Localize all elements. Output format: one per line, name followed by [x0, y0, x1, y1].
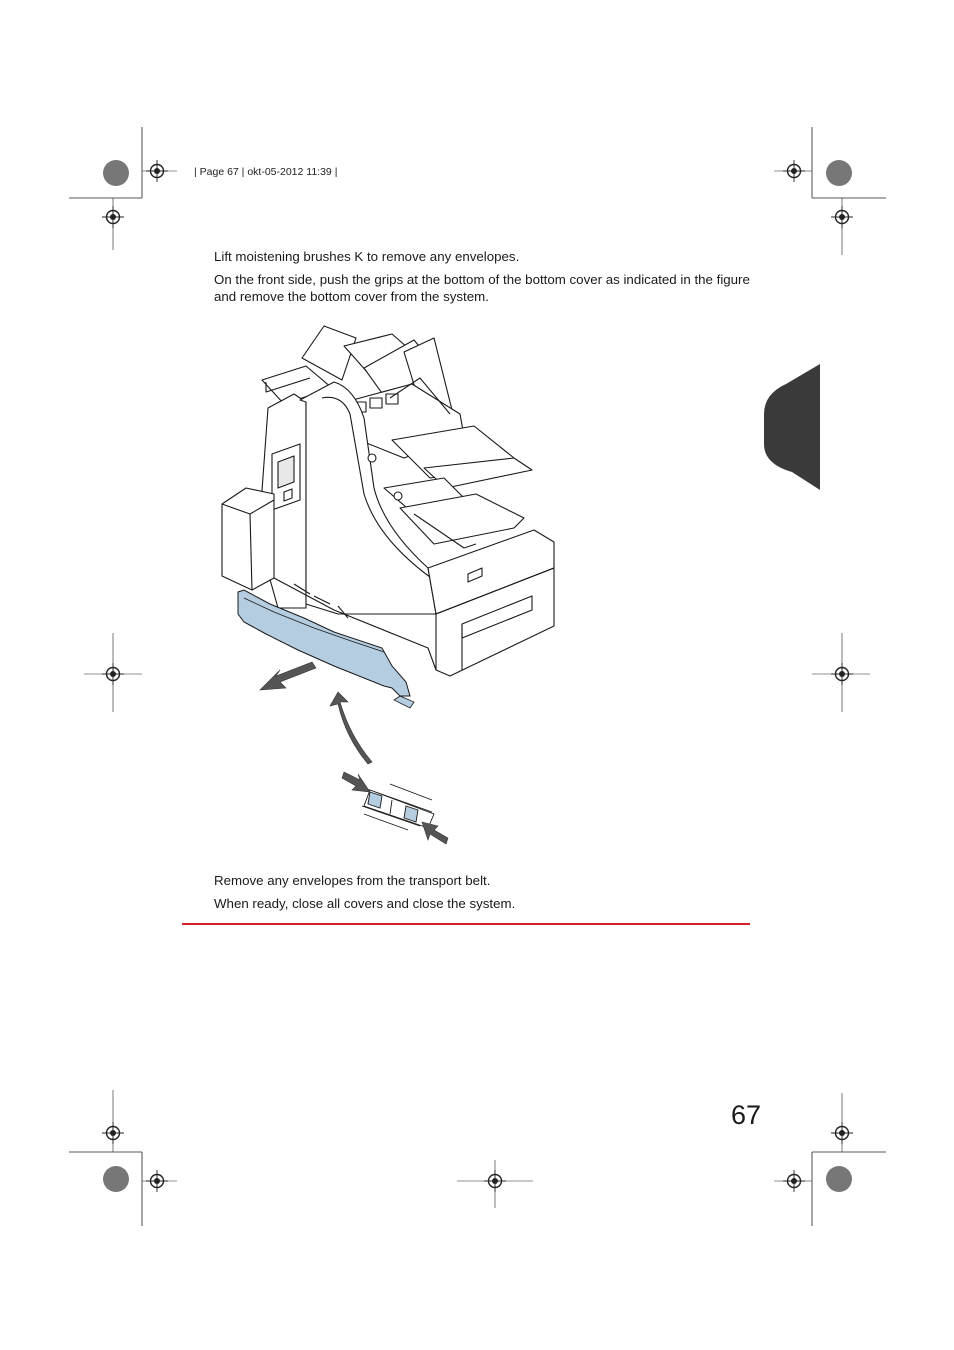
section-end-rule [182, 923, 750, 925]
instruction-step-remove-bottom-cover: On the front side, push the grips at the bottom of the bottom cover as indicated in the figure and remove the bottom cover from the system. [214, 272, 750, 304]
arrow-icon [330, 692, 372, 764]
instruction-step-close-covers: When ready, close all covers and close the system. [214, 896, 516, 911]
printer-mark-circle-icon [826, 160, 852, 186]
page-number: 67 [731, 1100, 762, 1130]
instruction-step-remove-envelopes: Remove any envelopes from the transport belt. [214, 873, 491, 888]
chapter-tab [762, 364, 820, 490]
instruction-step-lift-brushes: Lift moistening brushes K to remove any envelopes. [214, 249, 520, 264]
machine-illustration [214, 318, 560, 850]
printer-mark-circle-icon [103, 1166, 129, 1192]
printer-mark-circle-icon [103, 160, 129, 186]
arrow-icon [422, 822, 448, 844]
print-header-meta: | Page 67 | okt-05-2012 11:39 | [194, 166, 338, 178]
arrow-icon [260, 662, 316, 690]
printer-mark-circle-icon [826, 1166, 852, 1192]
arrow-icon [342, 772, 370, 792]
